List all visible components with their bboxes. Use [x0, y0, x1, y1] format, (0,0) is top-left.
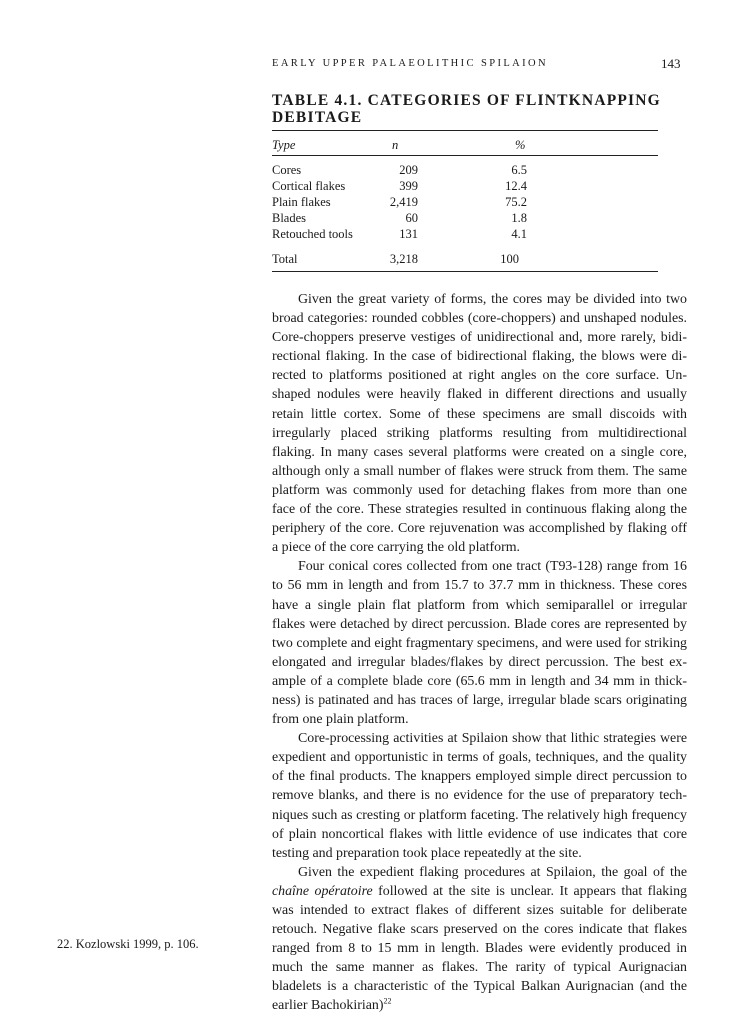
running-head: EARLY UPPER PALAEOLITHIC SPILAION — [272, 58, 549, 69]
table-top-rule — [272, 130, 658, 131]
table-cell-n: 60 — [405, 211, 418, 225]
table-cell-type: Retouched tools — [272, 227, 353, 241]
table-header-type: Type — [272, 138, 296, 152]
table-title: TABLE 4.1. CATEGORIES OF FLINTKNAPPING DEBITAGE — [272, 92, 661, 126]
paragraph-text: Given the expedient flaking procedures at Spilaion, the goal of the — [298, 864, 687, 880]
table-cell-type: Plain flakes — [272, 195, 331, 209]
paragraph-text: followed at the site is unclear. It appears that flaking was intended to extract flakes of different sizes suitable for deliberate retouch. Negative flake scars preserved on the cores indicate that flakes ranged from 8 to 15 mm in length. Blades were evidently produced in much the same manner as flakes. The rarity of typical Aurignacian bladelets is a characteristic of the Typical Balkan Aurignacian (and the earlier Bachokirian) — [272, 883, 687, 1014]
table-cell-percent: 75.2 — [505, 195, 527, 209]
paragraph: Four conical cores collected from one tract (T93-128) range from 16 to 56 mm in length and from 15.7 to 37.7 mm in thickness. These cores have a single plain flat platform from which semiparallel or irregular flakes were detached by direct percussion. Blade cores are represented by two complete and eight fragmentary specimens, and were used for striking elongated and irregular blades/flakes by direct percussion. The best example of a complete blade core (65.6 mm in length and 34 mm in thickness) is patinated and has traces of large, irregular blade scars originating from one plain platform. — [272, 559, 687, 728]
page-number: 143 — [661, 56, 681, 71]
table-cell-n: 131 — [399, 227, 418, 241]
table-cell-n: 2,419 — [389, 195, 418, 209]
table-header-n: n — [392, 138, 399, 152]
table-cell-type: Cortical flakes — [272, 179, 346, 193]
footnote: 22. Kozlowski 1999, p. 106. — [57, 937, 199, 951]
table-cell-percent: 6.5 — [511, 163, 527, 177]
table-bottom-rule — [272, 271, 658, 272]
paragraph: Core-processing activities at Spilaion show that lithic strategies were expedient and opportunistic in terms of goals, techniques, and the quality of the final products. The knappers employed simple direct percussion to remove blanks, and there is no evidence for the use of preparatory techniques such as cresting or platform faceting. The relatively high frequency of plain noncortical flakes with little evidence of use indicates that core testing and preparation took place repeatedly at the site. — [272, 731, 687, 861]
table-cell-n: 399 — [399, 179, 418, 193]
italic-term: chaîne opératoire — [272, 883, 373, 899]
paragraph: Given the great variety of forms, the cores may be divided into two broad categories: rounded cobbles (core-choppers) and unshaped nodules. Core-choppers preserve vestiges of unidirectional and, more rarely, bidirectional flaking. In the case of bidirectional flaking, the blows were directed to platforms positioned at right angles on the core surface. Unshaped nodules were heavily flaked in different directions and usually retain little cortex. Some of these specimens are small discoids with irregularly placed striking platforms resulting from multidirectional flaking. In many cases several platforms were created on a single core, although only a small number of flakes were struck from them. The same platform was commonly used for detaching flakes from more than one face of the core. These strategies resulted in continuous flaking along the periphery of the core. Core rejuvenation was accomplished by flaking off a piece of the core carrying the old platform. — [272, 292, 687, 556]
body-text — [272, 290, 687, 1016]
table-total-percent: 100 — [500, 252, 519, 266]
table-header-percent: % — [515, 138, 526, 152]
table-total-label: Total — [272, 252, 298, 266]
table-cell-percent: 1.8 — [511, 211, 527, 225]
table-total-n: 3,218 — [389, 252, 418, 266]
table-cell-type: Cores — [272, 163, 302, 177]
table-cell-percent: 4.1 — [511, 227, 527, 241]
table-cell-percent: 12.4 — [505, 179, 527, 193]
footnote-reference[interactable]: 22 — [383, 996, 392, 1006]
paragraph — [272, 863, 687, 1016]
table-cell-n: 209 — [399, 163, 418, 177]
table-cell-type: Blades — [272, 211, 307, 225]
table-header-rule — [272, 155, 658, 156]
